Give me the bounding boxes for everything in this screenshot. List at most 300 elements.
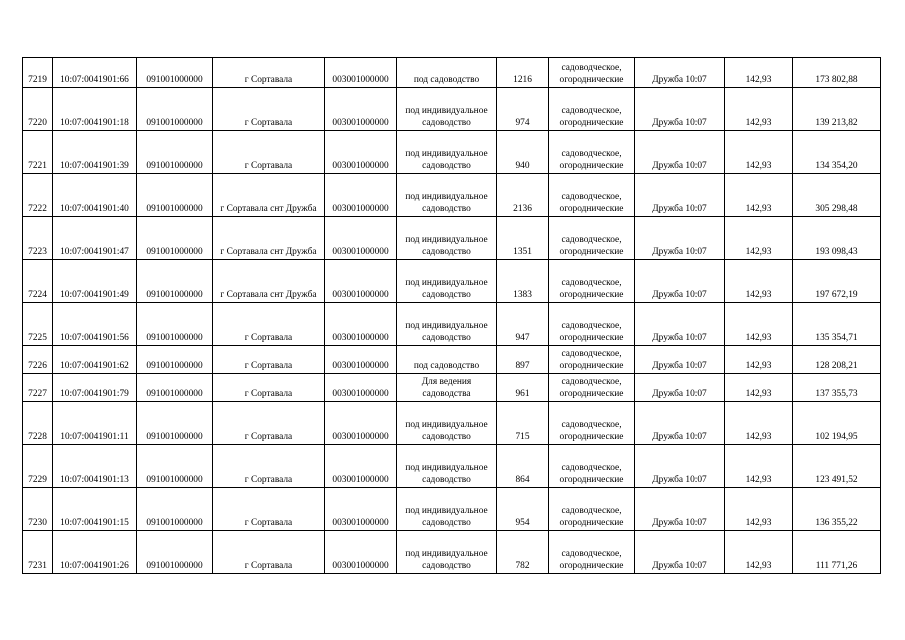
- row-number-cell: [23, 260, 53, 303]
- row-number-cell: [23, 374, 53, 402]
- oktmo-cell: [137, 58, 213, 88]
- cadastral-number-cell: [53, 402, 137, 445]
- area-cell: [497, 260, 549, 303]
- rate-cell: [725, 174, 793, 217]
- rate-cell: [725, 374, 793, 402]
- table-row: [23, 303, 881, 346]
- permitted-use-cell: [397, 58, 497, 88]
- group-cell-text: Дружба 10:07: [652, 361, 707, 371]
- rate-cell-text: 142,93: [745, 561, 772, 571]
- rate-cell: [725, 488, 793, 531]
- group-cell-text: Дружба 10:07: [652, 247, 707, 257]
- rate-cell-text: 142,93: [745, 518, 772, 528]
- table-row: [23, 488, 881, 531]
- table-row: [23, 260, 881, 303]
- location-cell: [213, 174, 325, 217]
- rate-cell-text: 142,93: [745, 290, 772, 300]
- code-cell: [325, 131, 397, 174]
- cadastral-number-cell: [53, 346, 137, 374]
- land-category-cell-text: садоводческое, огороднические: [559, 192, 624, 214]
- rate-cell-text: 142,93: [745, 475, 772, 485]
- location-cell-text: г Сортавала: [244, 561, 293, 571]
- cadastral-value-cell-text: 128 208,21: [815, 361, 858, 371]
- cadastral-value-cell-text: 111 771,26: [815, 561, 858, 571]
- code-cell-text: 003001000000: [332, 475, 389, 485]
- oktmo-cell: [137, 531, 213, 574]
- cadastral-number-cell: [53, 374, 137, 402]
- table-row: [23, 174, 881, 217]
- table-row: [23, 217, 881, 260]
- cadastral-value-cell-text: 102 194,95: [815, 432, 858, 442]
- row-number-cell-text: 7227: [28, 389, 47, 399]
- land-category-cell-text: садоводческое, огороднические: [559, 420, 624, 442]
- oktmo-cell-text: 091001000000: [146, 361, 203, 371]
- rate-cell-text: 142,93: [745, 389, 772, 399]
- area-cell-text: 940: [515, 161, 530, 171]
- code-cell-text: 003001000000: [332, 161, 389, 171]
- cadastral-value-cell: [793, 174, 881, 217]
- code-cell-text: 003001000000: [332, 290, 389, 300]
- land-category-cell: [549, 374, 635, 402]
- rate-cell: [725, 346, 793, 374]
- cadastral-value-cell: [793, 374, 881, 402]
- permitted-use-cell-text: под индивидуальное садоводство: [405, 106, 488, 128]
- area-cell: [497, 531, 549, 574]
- table-row: [23, 531, 881, 574]
- cadastral-number-cell: [53, 488, 137, 531]
- code-cell: [325, 374, 397, 402]
- area-cell-text: 947: [515, 333, 530, 343]
- row-number-cell-text: 7224: [28, 290, 47, 300]
- land-category-cell: [549, 346, 635, 374]
- group-cell-text: Дружба 10:07: [652, 290, 707, 300]
- group-cell: [635, 217, 725, 260]
- area-cell: [497, 402, 549, 445]
- land-category-cell-text: садоводческое, огороднические: [559, 321, 624, 343]
- location-cell-text: г Сортавала: [244, 475, 293, 485]
- cadastral-number-cell-text: 10:07:0041901:56: [60, 333, 129, 343]
- cadastral-number-cell-text: 10:07:0041901:40: [60, 204, 129, 214]
- cadastral-number-cell: [53, 58, 137, 88]
- oktmo-cell-text: 091001000000: [146, 75, 203, 85]
- oktmo-cell: [137, 174, 213, 217]
- row-number-cell-text: 7229: [28, 475, 47, 485]
- location-cell-text: г Сортавала: [244, 361, 293, 371]
- location-cell: [213, 131, 325, 174]
- location-cell: [213, 88, 325, 131]
- location-cell-text: г Сортавала: [244, 389, 293, 399]
- row-number-cell-text: 7221: [28, 161, 47, 171]
- area-cell: [497, 217, 549, 260]
- oktmo-cell-text: 091001000000: [146, 118, 203, 128]
- cadastral-number-cell: [53, 260, 137, 303]
- location-cell-text: г Сортавала: [244, 518, 293, 528]
- row-number-cell-text: 7226: [28, 361, 47, 371]
- group-cell-text: Дружба 10:07: [652, 75, 707, 85]
- table-row: [23, 445, 881, 488]
- rate-cell: [725, 88, 793, 131]
- area-cell: [497, 346, 549, 374]
- rate-cell-text: 142,93: [745, 118, 772, 128]
- row-number-cell-text: 7223: [28, 247, 47, 257]
- cadastral-value-cell-text: 134 354,20: [815, 161, 858, 171]
- area-cell-text: 961: [515, 389, 530, 399]
- cadastral-number-cell: [53, 531, 137, 574]
- code-cell-text: 003001000000: [332, 389, 389, 399]
- rate-cell: [725, 58, 793, 88]
- area-cell: [497, 445, 549, 488]
- code-cell: [325, 217, 397, 260]
- location-cell-text: г Сортавала снт Дружба: [220, 204, 317, 214]
- group-cell: [635, 374, 725, 402]
- row-number-cell: [23, 531, 53, 574]
- rate-cell: [725, 445, 793, 488]
- code-cell: [325, 488, 397, 531]
- code-cell: [325, 531, 397, 574]
- area-cell-text: 1351: [513, 247, 532, 257]
- cadastral-number-cell-text: 10:07:0041901:13: [60, 475, 129, 485]
- row-number-cell-text: 7228: [28, 432, 47, 442]
- location-cell: [213, 374, 325, 402]
- permitted-use-cell-text: под садоводство: [413, 361, 480, 371]
- land-category-cell-text: садоводческое, огороднические: [559, 278, 624, 300]
- oktmo-cell: [137, 217, 213, 260]
- land-category-cell-text: садоводческое, огороднические: [559, 63, 624, 85]
- cadastral-value-cell-text: 193 098,43: [815, 247, 858, 257]
- group-cell-text: Дружба 10:07: [652, 561, 707, 571]
- permitted-use-cell-text: Для ведения садоводства: [421, 377, 472, 399]
- land-category-cell-text: садоводческое, огороднические: [559, 377, 624, 399]
- rate-cell-text: 142,93: [745, 247, 772, 257]
- rate-cell-text: 142,93: [745, 432, 772, 442]
- cadastral-value-cell-text: 135 354,71: [815, 333, 858, 343]
- permitted-use-cell-text: под индивидуальное садоводство: [405, 549, 488, 571]
- group-cell: [635, 58, 725, 88]
- table-body: [23, 58, 881, 574]
- permitted-use-cell-text: под индивидуальное садоводство: [405, 420, 488, 442]
- oktmo-cell-text: 091001000000: [146, 247, 203, 257]
- code-cell: [325, 303, 397, 346]
- cadastral-value-cell: [793, 488, 881, 531]
- land-category-cell: [549, 131, 635, 174]
- row-number-cell: [23, 58, 53, 88]
- location-cell: [213, 217, 325, 260]
- area-cell-text: 1216: [513, 75, 532, 85]
- location-cell: [213, 260, 325, 303]
- group-cell-text: Дружба 10:07: [652, 432, 707, 442]
- cadastral-number-cell-text: 10:07:0041901:66: [60, 75, 129, 85]
- location-cell: [213, 346, 325, 374]
- location-cell-text: г Сортавала: [244, 432, 293, 442]
- permitted-use-cell: [397, 445, 497, 488]
- cadastral-number-cell-text: 10:07:0041901:18: [60, 118, 129, 128]
- rate-cell: [725, 402, 793, 445]
- permitted-use-cell: [397, 374, 497, 402]
- land-category-cell-text: садоводческое, огороднические: [559, 106, 624, 128]
- row-number-cell: [23, 402, 53, 445]
- land-category-cell-text: садоводческое, огороднические: [559, 349, 624, 371]
- area-cell: [497, 374, 549, 402]
- land-category-cell: [549, 303, 635, 346]
- rate-cell-text: 142,93: [745, 204, 772, 214]
- oktmo-cell: [137, 374, 213, 402]
- code-cell: [325, 58, 397, 88]
- cadastral-number-cell-text: 10:07:0041901:79: [60, 389, 129, 399]
- cadastral-value-cell: [793, 303, 881, 346]
- land-category-cell: [549, 402, 635, 445]
- location-cell-text: г Сортавала: [244, 333, 293, 343]
- permitted-use-cell: [397, 217, 497, 260]
- rate-cell: [725, 303, 793, 346]
- cadastral-value-cell: [793, 131, 881, 174]
- oktmo-cell-text: 091001000000: [146, 432, 203, 442]
- cadastral-number-cell-text: 10:07:0041901:26: [60, 561, 129, 571]
- code-cell-text: 003001000000: [332, 561, 389, 571]
- cadastral-number-cell: [53, 303, 137, 346]
- land-category-cell: [549, 260, 635, 303]
- code-cell-text: 003001000000: [332, 247, 389, 257]
- oktmo-cell: [137, 488, 213, 531]
- row-number-cell-text: 7220: [28, 118, 47, 128]
- code-cell-text: 003001000000: [332, 361, 389, 371]
- area-cell-text: 715: [515, 432, 530, 442]
- code-cell-text: 003001000000: [332, 204, 389, 214]
- group-cell: [635, 346, 725, 374]
- area-cell: [497, 303, 549, 346]
- location-cell-text: г Сортавала снт Дружба: [220, 247, 317, 257]
- land-category-cell-text: садоводческое, огороднические: [559, 549, 624, 571]
- group-cell-text: Дружба 10:07: [652, 118, 707, 128]
- cadastral-number-cell-text: 10:07:0041901:11: [60, 432, 129, 442]
- code-cell-text: 003001000000: [332, 432, 389, 442]
- cadastral-number-cell-text: 10:07:0041901:49: [60, 290, 129, 300]
- row-number-cell-text: 7230: [28, 518, 47, 528]
- cadastral-value-cell: [793, 445, 881, 488]
- rate-cell-text: 142,93: [745, 361, 772, 371]
- location-cell-text: г Сортавала снт Дружба: [220, 290, 317, 300]
- table-row: [23, 58, 881, 88]
- oktmo-cell: [137, 303, 213, 346]
- group-cell: [635, 131, 725, 174]
- oktmo-cell: [137, 346, 213, 374]
- location-cell-text: г Сортавала: [244, 118, 293, 128]
- cadastral-number-cell-text: 10:07:0041901:39: [60, 161, 129, 171]
- permitted-use-cell-text: под садоводство: [413, 75, 480, 85]
- oktmo-cell-text: 091001000000: [146, 518, 203, 528]
- area-cell: [497, 58, 549, 88]
- cadastral-value-cell-text: 136 355,22: [815, 518, 858, 528]
- oktmo-cell-text: 091001000000: [146, 204, 203, 214]
- code-cell: [325, 445, 397, 488]
- area-cell-text: 897: [515, 361, 530, 371]
- land-category-cell: [549, 488, 635, 531]
- group-cell-text: Дружба 10:07: [652, 518, 707, 528]
- permitted-use-cell: [397, 531, 497, 574]
- row-number-cell: [23, 445, 53, 488]
- permitted-use-cell: [397, 488, 497, 531]
- land-category-cell: [549, 217, 635, 260]
- cadastral-value-cell-text: 173 802,88: [815, 75, 858, 85]
- row-number-cell: [23, 303, 53, 346]
- land-category-cell: [549, 531, 635, 574]
- permitted-use-cell-text: под индивидуальное садоводство: [405, 463, 488, 485]
- oktmo-cell-text: 091001000000: [146, 389, 203, 399]
- permitted-use-cell: [397, 260, 497, 303]
- permitted-use-cell: [397, 88, 497, 131]
- cadastral-value-cell: [793, 531, 881, 574]
- location-cell: [213, 303, 325, 346]
- row-number-cell: [23, 131, 53, 174]
- permitted-use-cell-text: под индивидуальное садоводство: [405, 278, 488, 300]
- cadastral-number-cell: [53, 217, 137, 260]
- location-cell-text: г Сортавала: [244, 161, 293, 171]
- location-cell: [213, 488, 325, 531]
- area-cell-text: 954: [515, 518, 530, 528]
- cadastral-number-cell-text: 10:07:0041901:15: [60, 518, 129, 528]
- group-cell: [635, 303, 725, 346]
- row-number-cell-text: 7219: [28, 75, 47, 85]
- code-cell: [325, 260, 397, 303]
- area-cell: [497, 131, 549, 174]
- row-number-cell: [23, 88, 53, 131]
- location-cell: [213, 445, 325, 488]
- location-cell: [213, 58, 325, 88]
- area-cell-text: 1383: [513, 290, 532, 300]
- cadastral-value-cell: [793, 402, 881, 445]
- code-cell-text: 003001000000: [332, 118, 389, 128]
- code-cell-text: 003001000000: [332, 75, 389, 85]
- land-category-cell: [549, 58, 635, 88]
- cadastral-value-cell: [793, 260, 881, 303]
- cadastral-value-cell-text: 197 672,19: [815, 290, 858, 300]
- rate-cell: [725, 131, 793, 174]
- group-cell-text: Дружба 10:07: [652, 475, 707, 485]
- area-cell-text: 974: [515, 118, 530, 128]
- oktmo-cell: [137, 445, 213, 488]
- group-cell: [635, 531, 725, 574]
- area-cell: [497, 174, 549, 217]
- group-cell: [635, 402, 725, 445]
- row-number-cell: [23, 488, 53, 531]
- row-number-cell: [23, 174, 53, 217]
- table-row: [23, 346, 881, 374]
- code-cell-text: 003001000000: [332, 518, 389, 528]
- location-cell: [213, 531, 325, 574]
- cadastral-value-cell: [793, 346, 881, 374]
- rate-cell: [725, 531, 793, 574]
- cadastral-value-cell: [793, 58, 881, 88]
- group-cell-text: Дружба 10:07: [652, 204, 707, 214]
- cadastral-number-cell-text: 10:07:0041901:47: [60, 247, 129, 257]
- row-number-cell: [23, 346, 53, 374]
- permitted-use-cell: [397, 402, 497, 445]
- group-cell-text: Дружба 10:07: [652, 333, 707, 343]
- rate-cell-text: 142,93: [745, 75, 772, 85]
- rate-cell: [725, 217, 793, 260]
- permitted-use-cell-text: под индивидуальное садоводство: [405, 149, 488, 171]
- cadastral-value-table: [22, 57, 881, 574]
- group-cell: [635, 174, 725, 217]
- cadastral-number-cell-text: 10:07:0041901:62: [60, 361, 129, 371]
- oktmo-cell-text: 091001000000: [146, 475, 203, 485]
- cadastral-number-cell: [53, 445, 137, 488]
- table-row: [23, 131, 881, 174]
- group-cell: [635, 445, 725, 488]
- code-cell: [325, 88, 397, 131]
- area-cell-text: 2136: [513, 204, 532, 214]
- oktmo-cell-text: 091001000000: [146, 333, 203, 343]
- area-cell: [497, 88, 549, 131]
- permitted-use-cell-text: под индивидуальное садоводство: [405, 235, 488, 257]
- land-category-cell-text: садоводческое, огороднические: [559, 149, 624, 171]
- permitted-use-cell: [397, 303, 497, 346]
- area-cell-text: 782: [515, 561, 530, 571]
- oktmo-cell-text: 091001000000: [146, 161, 203, 171]
- row-number-cell-text: 7222: [28, 204, 47, 214]
- land-category-cell-text: садоводческое, огороднические: [559, 506, 624, 528]
- cadastral-value-cell-text: 137 355,73: [815, 389, 858, 399]
- land-category-cell: [549, 445, 635, 488]
- area-cell: [497, 488, 549, 531]
- cadastral-value-cell: [793, 217, 881, 260]
- cadastral-value-cell-text: 139 213,82: [815, 118, 858, 128]
- group-cell: [635, 88, 725, 131]
- group-cell-text: Дружба 10:07: [652, 389, 707, 399]
- rate-cell-text: 142,93: [745, 161, 772, 171]
- permitted-use-cell: [397, 131, 497, 174]
- cadastral-value-cell-text: 123 491,52: [815, 475, 858, 485]
- code-cell-text: 003001000000: [332, 333, 389, 343]
- land-category-cell-text: садоводческое, огороднические: [559, 463, 624, 485]
- area-cell-text: 864: [515, 475, 530, 485]
- cadastral-value-cell: [793, 88, 881, 131]
- land-category-cell: [549, 88, 635, 131]
- cadastral-number-cell: [53, 88, 137, 131]
- land-category-cell: [549, 174, 635, 217]
- oktmo-cell: [137, 260, 213, 303]
- location-cell: [213, 402, 325, 445]
- permitted-use-cell: [397, 346, 497, 374]
- oktmo-cell: [137, 88, 213, 131]
- table-row: [23, 402, 881, 445]
- oktmo-cell-text: 091001000000: [146, 290, 203, 300]
- group-cell: [635, 488, 725, 531]
- permitted-use-cell: [397, 174, 497, 217]
- rate-cell-text: 142,93: [745, 333, 772, 343]
- permitted-use-cell-text: под индивидуальное садоводство: [405, 192, 488, 214]
- cadastral-value-cell-text: 305 298,48: [815, 204, 858, 214]
- code-cell: [325, 174, 397, 217]
- table-row: [23, 374, 881, 402]
- oktmo-cell-text: 091001000000: [146, 561, 203, 571]
- table-row: [23, 88, 881, 131]
- permitted-use-cell-text: под индивидуальное садоводство: [405, 506, 488, 528]
- rate-cell: [725, 260, 793, 303]
- row-number-cell-text: 7231: [28, 561, 47, 571]
- code-cell: [325, 402, 397, 445]
- group-cell-text: Дружба 10:07: [652, 161, 707, 171]
- oktmo-cell: [137, 131, 213, 174]
- code-cell: [325, 346, 397, 374]
- location-cell-text: г Сортавала: [244, 75, 293, 85]
- permitted-use-cell-text: под индивидуальное садоводство: [405, 321, 488, 343]
- row-number-cell-text: 7225: [28, 333, 47, 343]
- cadastral-number-cell: [53, 131, 137, 174]
- oktmo-cell: [137, 402, 213, 445]
- land-category-cell-text: садоводческое, огороднические: [559, 235, 624, 257]
- cadastral-number-cell: [53, 174, 137, 217]
- group-cell: [635, 260, 725, 303]
